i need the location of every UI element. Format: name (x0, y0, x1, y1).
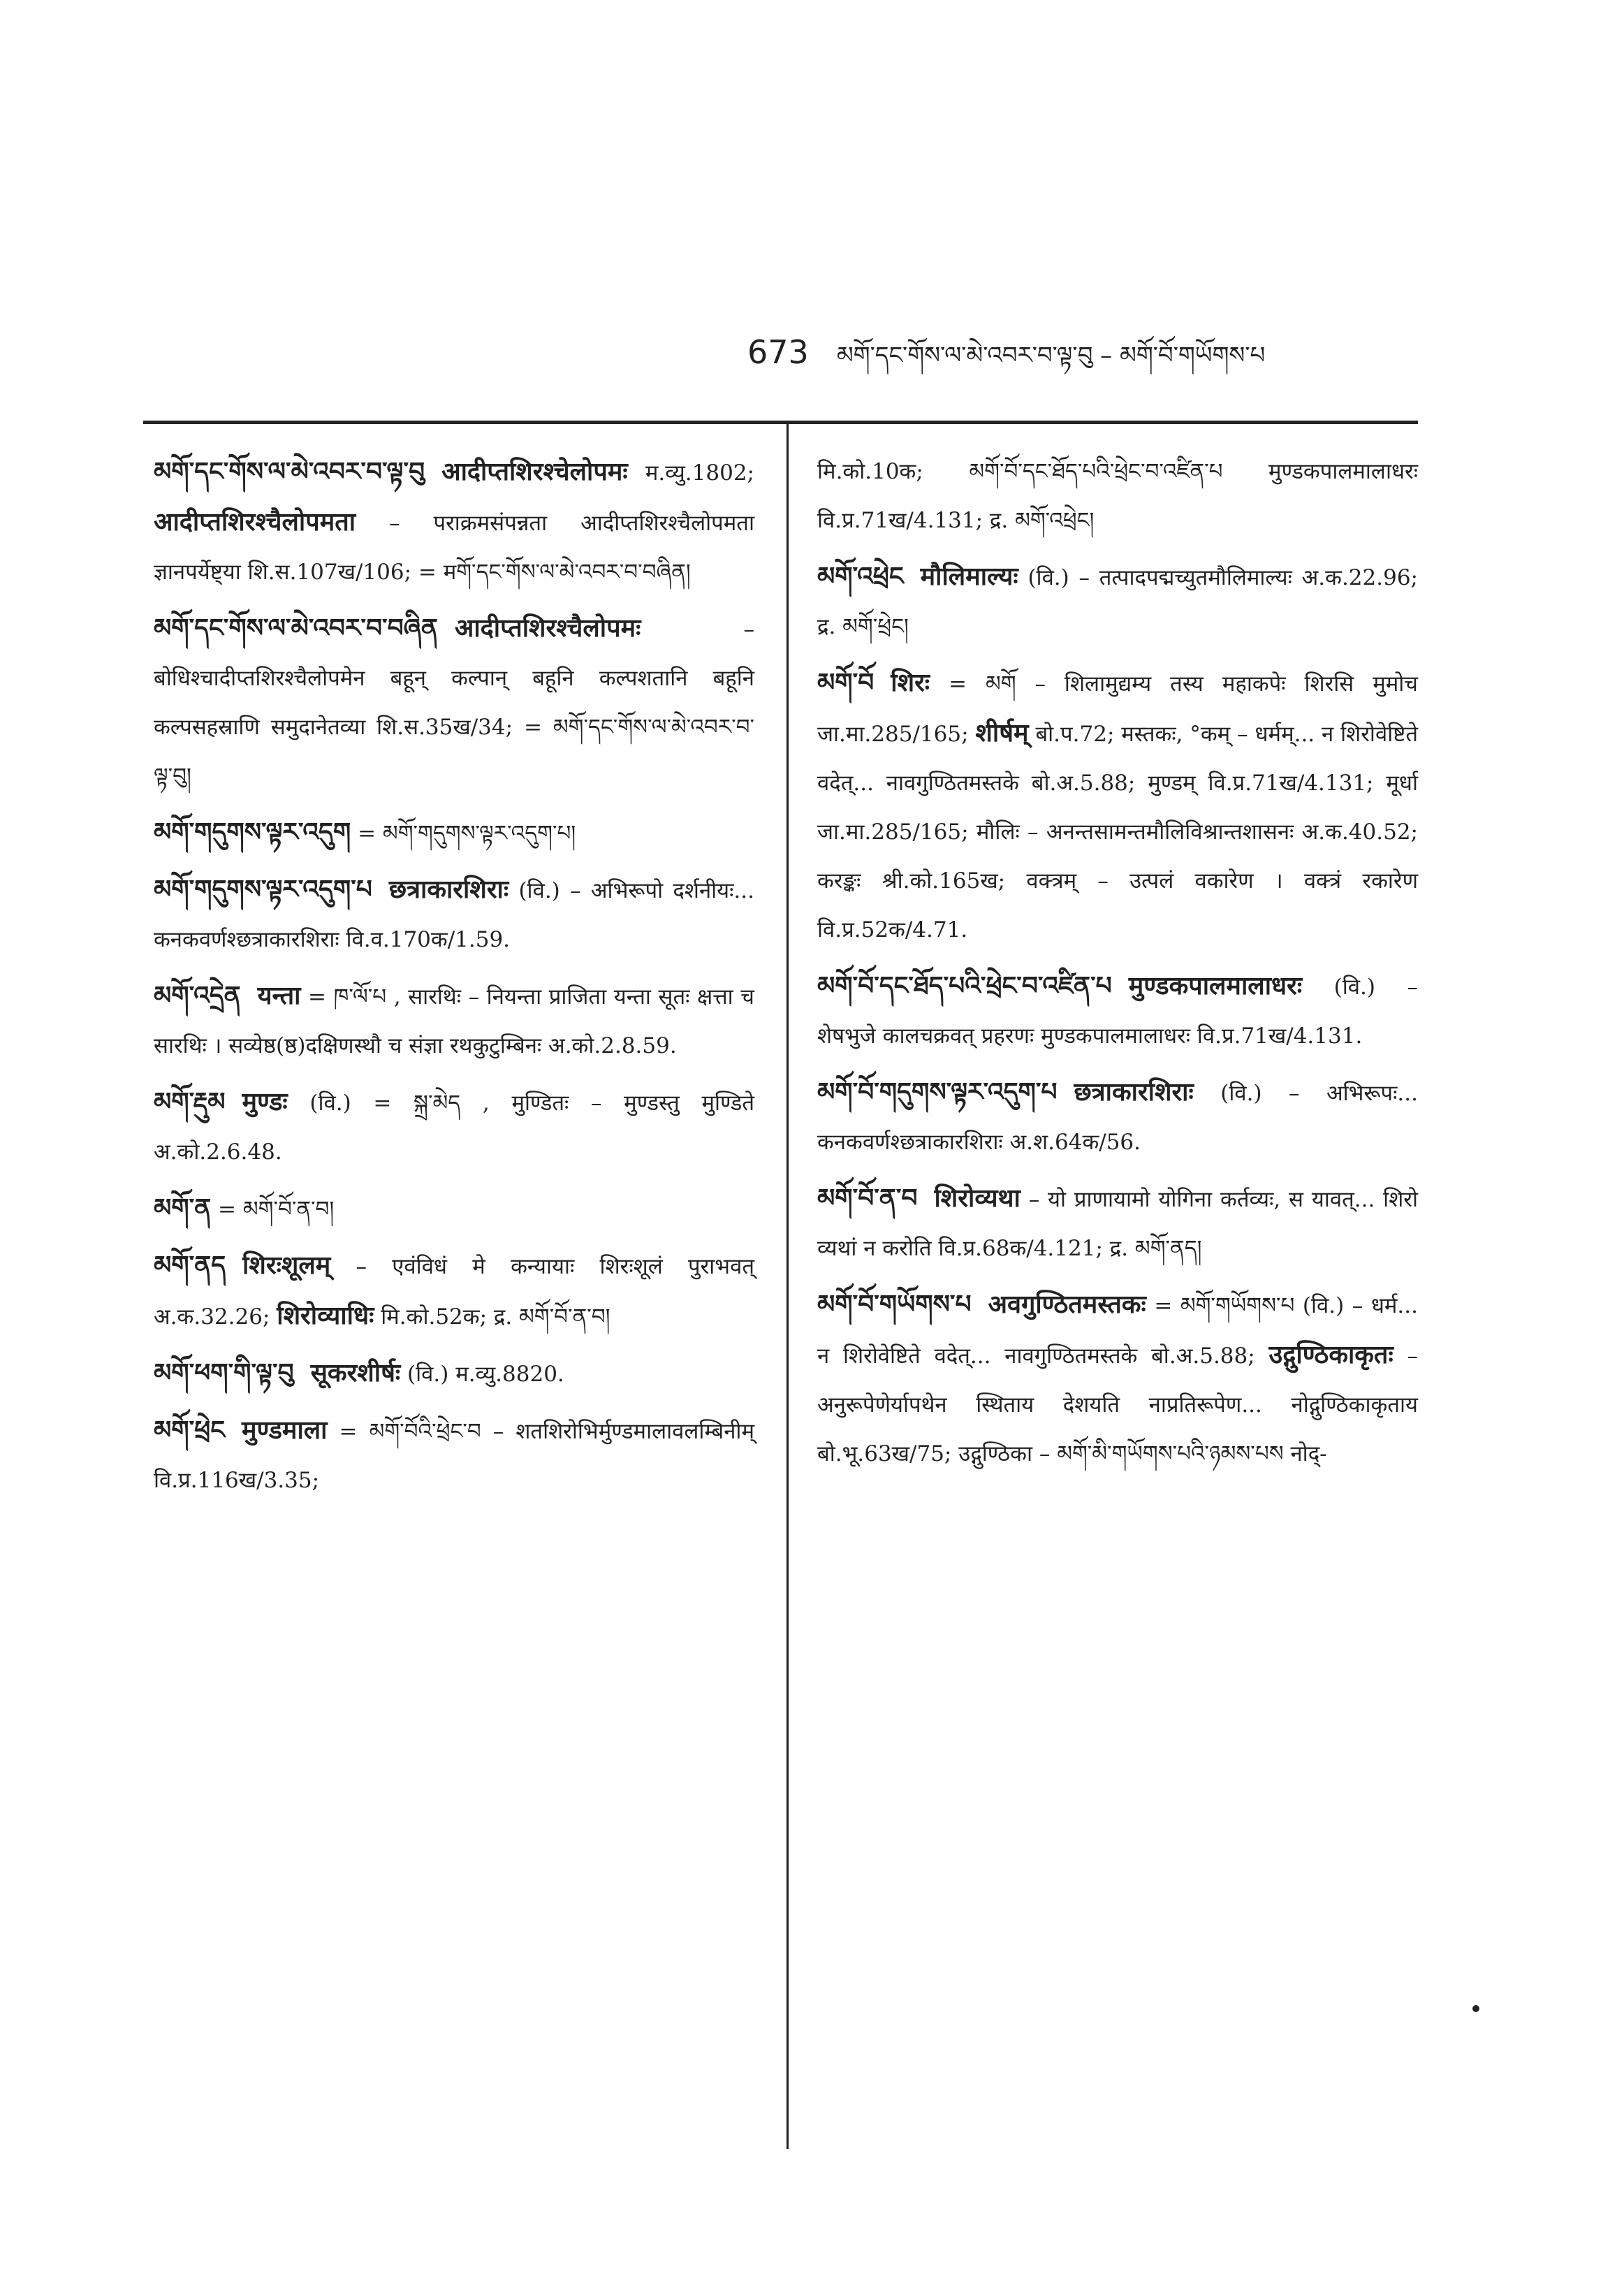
headword: མགོ་འཕྲེང (817, 562, 904, 591)
entry-text: = མགོ་བོའི་ཕྲེང་བ – शतशिरोभिर्मुण्डमालावलम्बिनीम् वि.प्र.116ख/3.35; (154, 1419, 754, 1493)
entry-text: बो.प.72; मस्तकः, °कम् – धर्मम्... न शिरोवेष्टिते वदेत्... नावगुण्ठितमस्तके बो.अ.5.88; मुण्डम् वि.प्र.71ख/4.131; मूर्धा जा.मा.285/165; मौलिः – अनन्तसामन्तमौलिविश्रान्तशासनः अ.क.40.52; करङ्कः श्री.को.165ख; वक्त्रम् – उत्पलं वकारेण । वक्त्रं रकारेण वि.प्र.52क/4.71. (817, 722, 1418, 942)
entry-text: – पराक्रमसंपन्नता आदीप्तशिरश्चैलोपमता ज्ञानपर्येष्ट्या शि.स.107ख/106; = मགོ་དང་གོས་ལ་མེ་འབར་བ་བཞིན། (154, 511, 754, 585)
sanskrit-equivalent: शिरोव्यथा (934, 1183, 1021, 1213)
dictionary-entry (817, 658, 1418, 954)
entry-text: (वि.) – तत्पादपद्मच्युतमौलिमाल्यः अ.क.22.96; द्र. མགོ་ཕྲེང། (817, 565, 1418, 639)
entry-text: , मुण्डितः – मुण्डस्तु मुण्डिते अ.को.2.6.48. (154, 1091, 754, 1165)
column-divider (787, 423, 789, 2149)
headword: མགོ་བོ་གདུགས་ལྟར་འདུག་པ (817, 1077, 1058, 1107)
sanskrit-equivalent: अवगुण्ठितमस्तकः (988, 1290, 1146, 1319)
headword: མགོ་རྡུམ (154, 1087, 226, 1116)
entry-text: (वि.) – अभिरूपः... कनकवर्णश्छत्राकारशिराः अ.श.64क/56. (817, 1081, 1418, 1155)
entry-text: – बोधिश्चादीप्तशिरश्चैलोपमेन बहून् कल्पान् बहूनि कल्पशतानि बहूनि कल्पसहस्राणि समुदानेतव्या शि.स.35ख/34; = མགོ་དང་གོས་ལ་མེ་འབར་བ་ལྟ་བུ། (154, 617, 754, 789)
dictionary-entry (817, 447, 1418, 545)
margin-dot (1472, 2005, 1479, 2012)
entry-text: – यो प्राणायामो योगिना कर्तव्यः, स यावत्... शिरो व्यथां न करोति वि.प्र.68क/4.121; द्र. མགོ་ནད། (817, 1187, 1418, 1261)
headword: མགོ་དང་གོས་ལ་མེ་འབར་བ་ལྟ་བུ (154, 457, 425, 486)
headword: མགོ་བོ་དང་ཐོད་པའི་ཕྲེང་བ་འཛིན་པ (817, 971, 1112, 1000)
sanskrit-equivalent: यन्ता (257, 981, 301, 1010)
entry-text: (वि.) – शेषभुजे कालचक्रवत् प्रहरणः मुण्डकपालमालाधरः वि.प्र.71ख/4.131. (817, 975, 1418, 1049)
headword: མགོ་ནད (154, 1251, 226, 1280)
dictionary-entry (817, 961, 1418, 1061)
sanskrit-equivalent: मुण्डमाला (242, 1415, 328, 1445)
sanskrit-equivalent: शिरःशूलम् (242, 1251, 331, 1280)
left-column (154, 447, 754, 1512)
entry-text: (वि.) – अभिरूपो दर्शनीयः... कनकवर्णश्छत्राकारशिराः वि.व.170क/1.59. (154, 878, 754, 952)
sanskrit-equivalent: आदीप्तशिरश्चेलोपमः (441, 457, 628, 486)
dictionary-entry (154, 1183, 754, 1234)
dictionary-entry (154, 447, 754, 597)
sanskrit-equivalent: छत्राकारशिराः (1074, 1077, 1194, 1107)
sanskrit-equivalent: आदीप्तशिरश्चैलोपमः (454, 613, 641, 643)
sanskrit-equivalent: मुण्डकपालमालाधरः (1128, 971, 1303, 1000)
sanskrit-equivalent: सूकरशीर्षः (310, 1358, 401, 1387)
sanskrit-equivalent: शिरः (891, 668, 930, 697)
sanskrit-equivalent: आदीप्तशिरश्चैलोपमता (154, 507, 356, 537)
entry-text: = མགོ་བོ་ན་བ། (211, 1197, 335, 1222)
headword: མགོ་བོ་གཡོགས་པ (817, 1290, 972, 1319)
headword: མགོ་འདྲེན (154, 981, 241, 1010)
headword: མགོ་ཕག་གི་ལྟ་བུ (154, 1358, 294, 1387)
header-rule (143, 421, 1418, 424)
dictionary-entry (817, 1068, 1418, 1167)
entry-text: = མགོ་གདུགས་ལྟར་འདུག་པ། (351, 821, 576, 846)
sanskrit-equivalent: शिरोव्याधिः (277, 1301, 374, 1330)
headword: མགོ་ཕྲེང (154, 1415, 226, 1445)
entry-text: म.व्यु.1802; (627, 460, 754, 486)
right-column (817, 447, 1418, 1485)
page-header (747, 328, 1418, 384)
dictionary-entry (817, 1280, 1418, 1478)
headword: མགོ་གདུགས་ལྟར་འདུག་པ (154, 875, 372, 904)
entry-text: – अनुरूपेणेर्यापथेन स्थिताय देशयति नाप्रतिरूपेण... नोद्गुण्ठिकाकृताय बो.भू.63ख/75; उद्गुण्ठिका – མགོ་མི་གཡོགས་པའི་ཉམས་པས नोद्- (817, 1343, 1418, 1466)
entry-text: (वि.) म.व्यु.8820. (400, 1362, 564, 1387)
entry-text: (वि.) = སྐྲ་མེད (287, 1091, 483, 1116)
sanskrit-equivalent: शीर्षम् (975, 718, 1029, 748)
sanskrit-equivalent: उद्गुण्ठिकाकृतः (1268, 1340, 1393, 1369)
dictionary-entry (154, 604, 754, 801)
dictionary-entry (154, 1241, 754, 1341)
entry-text: = མགོ་གཡོགས་པ (वि.) – धर्म... न शिरोवेष्टिते वदेत्... नावगुण्ठितमस्तके बो.अ.5.88; (817, 1293, 1418, 1369)
page-number: 673 (747, 333, 809, 371)
dictionary-entry (154, 1077, 754, 1176)
dictionary-entry (154, 808, 754, 858)
headword: མགོ་བོ (817, 668, 875, 697)
entry-text: = ཁ་ལོ་པ (300, 984, 394, 1010)
dictionary-entry (154, 1406, 754, 1505)
dictionary-entry (817, 1174, 1418, 1273)
headword: མགོ་དང་གོས་ལ་མེ་འབར་བ་བཞིན (154, 613, 438, 643)
dictionary-entry (154, 865, 754, 964)
dictionary-entry (817, 552, 1418, 651)
headword: མགོ་གདུགས་ལྟར་འདུག (154, 817, 351, 847)
entry-text: मि.को.10क; མགོ་བོ་དང་ཐོད་པའི་ཕྲེང་བ་འཛིན་པ मुण्डकपालमालाधरः वि.प्र.71ख/4.131; द्र. མགོ་འཕྲེང། (817, 459, 1418, 533)
headword: མགོ་བོ་ན་བ (817, 1183, 918, 1213)
entry-text: – एवंविधं मे कन्यायाः शिरःशूलं पुराभवत् अ.क.32.26; (154, 1254, 754, 1329)
headword: མགོ་ན (154, 1193, 212, 1223)
sanskrit-equivalent: मौलिमाल्यः (920, 562, 1018, 591)
dictionary-entry (154, 1348, 754, 1399)
dictionary-entry (154, 971, 754, 1070)
running-head: མགོ་དང་གོས་ལ་མེ་འབར་བ་ལྟ་བུ – མགོ་བོ་གཡོགས་པ (836, 342, 1266, 370)
sanskrit-equivalent: छत्राकारशिराः (388, 875, 509, 904)
entry-text: , सारथिः – नियन्ता प्राजिता यन्ता सूतः क्षत्ता च सारथिः । सव्येष्ठ(ष्ठ)दक्षिणस्थौ च संज्ञा रथकुटुम्बिनः अ.को.2.8.59. (154, 984, 754, 1058)
entry-text: मि.को.52क; द्र. མགོ་བོ་ན་བ། (374, 1304, 610, 1329)
sanskrit-equivalent: मुण्डः (242, 1087, 288, 1116)
entry-text: = མགོ – शिलामुद्यम्य तस्य महाकपेः शिरसि मुमोच जा.मा.285/165; (817, 671, 1418, 747)
